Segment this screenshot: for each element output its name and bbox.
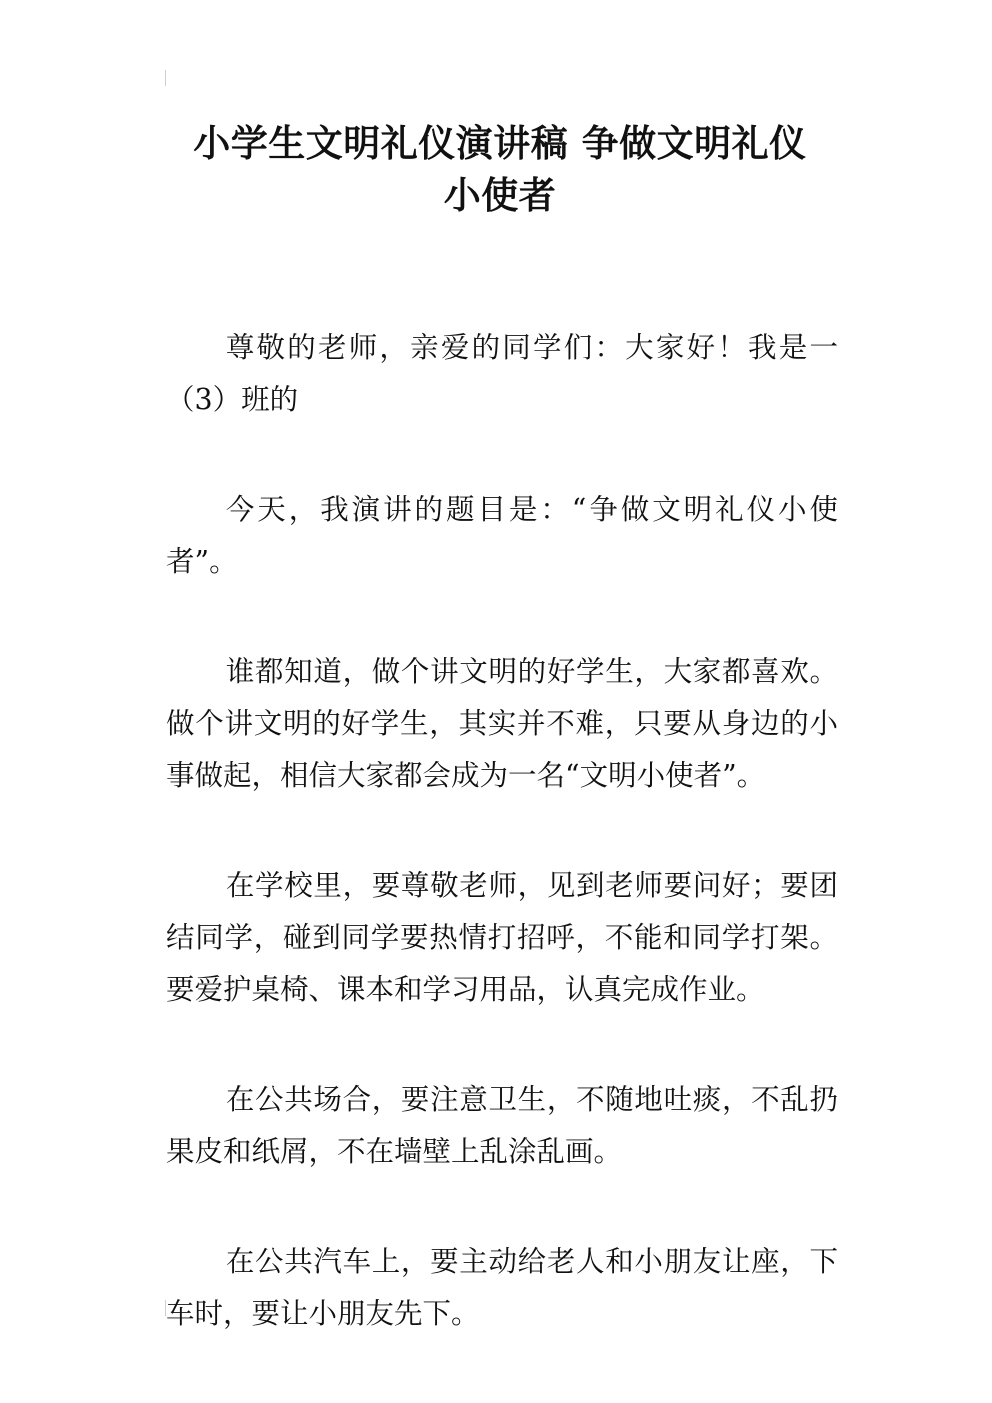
document-title (160, 118, 840, 222)
document-body (166, 322, 838, 1340)
paragraph-intro: 谁都知道，做个讲文明的好学生，大家都喜欢。做个讲文明的好学生，其实并不难，只要从身边的小事做起，相信大家都会成为一名“文明小使者”。 (166, 655, 838, 792)
paragraph-public-places: 在公共场合，要注意卫生，不随地吐痰，不乱扔果皮和纸屑，不在墙壁上乱涂乱画。 (166, 1083, 838, 1168)
page-corner-mark-top (165, 70, 166, 86)
paragraph-school: 在学校里，要尊敬老师，见到老师要问好；要团结同学，碰到同学要热情打招呼，不能和同学打架。要爱护桌椅、课本和学习用品，认真完成作业。 (166, 869, 838, 1006)
paragraph-topic: 今天，我演讲的题目是：“争做文明礼仪小使者”。 (166, 493, 838, 578)
paragraph-bus: 在公共汽车上，要主动给老人和小朋友让座，下车时，要让小朋友先下。 (166, 1245, 838, 1330)
title-line-2: 小使者 (443, 174, 557, 217)
paragraph-greeting: 尊敬的老师，亲爱的同学们：大家好！我是一（3）班的 (166, 331, 838, 416)
page-corner-mark-bottom (165, 1300, 166, 1316)
title-line-1: 小学生文明礼仪演讲稿 争做文明礼仪 (193, 122, 807, 165)
